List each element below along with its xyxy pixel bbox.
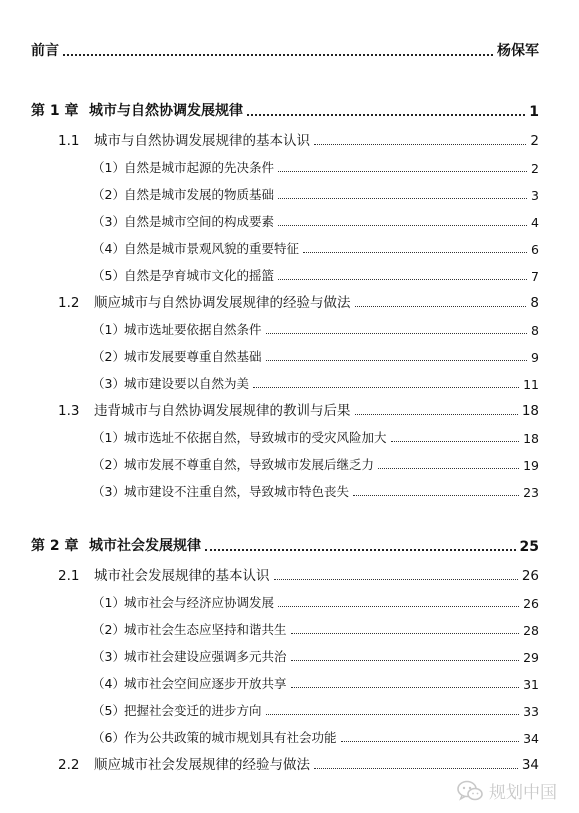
toc-item[interactable]	[0, 316, 579, 338]
item-number: （3）	[92, 376, 125, 391]
wechat-icon	[457, 780, 483, 802]
page-number: 23	[523, 485, 539, 500]
page-number: 9	[531, 350, 539, 365]
dot-leader	[291, 633, 520, 634]
toc-item[interactable]	[0, 478, 579, 500]
dot-leader	[274, 579, 518, 580]
item-number: （5）	[92, 703, 125, 718]
dot-leader	[278, 171, 527, 172]
toc-item[interactable]	[0, 616, 579, 638]
item-number: （1）	[92, 322, 125, 337]
dot-leader	[247, 114, 525, 116]
toc-item[interactable]	[0, 724, 579, 746]
dot-leader	[314, 144, 526, 145]
page-number: 18	[521, 403, 539, 419]
item-number: （4）	[92, 241, 125, 256]
chapter-number: 第 1 章	[31, 103, 79, 119]
page-number: 3	[531, 188, 539, 203]
toc-item[interactable]	[0, 670, 579, 692]
section-number: 1.2	[58, 295, 80, 311]
toc-item[interactable]	[0, 343, 579, 365]
page-number: 18	[523, 431, 539, 446]
toc-preface-title: 前言	[31, 43, 59, 59]
item-title: 城市社会空间应逐步开放共享	[124, 676, 287, 691]
dot-leader	[278, 198, 527, 199]
item-number: （3）	[92, 214, 125, 229]
page-number: 2	[530, 133, 539, 149]
watermark-text: 规划中国	[489, 783, 557, 803]
toc-item[interactable]	[0, 643, 579, 665]
toc-section-1-1[interactable]	[0, 127, 579, 149]
chapter-number: 第 2 章	[31, 538, 79, 554]
item-number: （3）	[92, 649, 125, 664]
toc-item[interactable]	[0, 235, 579, 257]
dot-leader	[341, 741, 520, 742]
page-number: 7	[531, 269, 539, 284]
page-number: 29	[523, 650, 539, 665]
item-title: 城市发展不尊重自然，导致城市发展后继乏力	[124, 457, 375, 472]
page-number: 25	[519, 539, 539, 555]
toc-item[interactable]	[0, 424, 579, 446]
item-title: 城市选址不依据自然，导致城市的受灾风险加大	[124, 430, 387, 445]
item-title: 自然是城市景观风貌的重要特征	[124, 241, 300, 256]
dot-leader	[314, 768, 518, 769]
page-number: 4	[531, 215, 539, 230]
item-title: 自然是城市起源的先决条件	[124, 160, 275, 175]
item-title: 城市选址要依据自然条件	[124, 322, 262, 337]
toc-item[interactable]	[0, 451, 579, 473]
item-title: 自然是城市发展的物质基础	[124, 187, 275, 202]
toc-item[interactable]	[0, 181, 579, 203]
item-title: 作为公共政策的城市规划具有社会功能	[124, 730, 337, 745]
page-number: 34	[521, 757, 539, 773]
toc-item[interactable]	[0, 262, 579, 284]
item-number: （1）	[92, 430, 125, 445]
section-number: 1.3	[58, 403, 80, 419]
dot-leader	[205, 549, 516, 551]
dot-leader	[278, 225, 527, 226]
toc-section-1-3[interactable]	[0, 397, 579, 419]
item-number: （5）	[92, 268, 125, 283]
item-title: 城市社会建设应强调多元共治	[124, 649, 287, 664]
dot-leader	[278, 279, 527, 280]
item-title: 城市建设不注重自然，导致城市特色丧失	[124, 484, 350, 499]
page-number: 19	[523, 458, 539, 473]
page-number: 11	[523, 377, 539, 392]
toc-section-2-2[interactable]	[0, 751, 579, 773]
item-number: （1）	[92, 595, 125, 610]
page-number: 34	[523, 731, 539, 746]
toc-item[interactable]	[0, 208, 579, 230]
dot-leader	[291, 687, 520, 688]
item-title: 城市社会生态应坚持和谐共生	[124, 622, 287, 637]
page-number: 6	[531, 242, 539, 257]
toc-preface-author: 杨保军	[497, 43, 539, 59]
toc-chapter-2[interactable]	[0, 533, 579, 555]
watermark	[457, 778, 557, 803]
item-number: （2）	[92, 457, 125, 472]
section-number: 2.2	[58, 757, 80, 773]
section-title: 顺应城市与自然协调发展规律的经验与做法	[94, 295, 351, 311]
item-number: （2）	[92, 622, 125, 637]
toc-item[interactable]	[0, 370, 579, 392]
dot-leader	[253, 387, 519, 388]
dot-leader	[378, 468, 519, 469]
item-title: 把握社会变迁的进步方向	[124, 703, 262, 718]
toc-chapter-1[interactable]	[0, 98, 579, 120]
item-title: 城市建设要以自然为美	[124, 376, 250, 391]
toc-item[interactable]	[0, 589, 579, 611]
section-number: 2.1	[58, 568, 80, 584]
page-number: 1	[529, 104, 539, 120]
dot-leader	[355, 414, 518, 415]
item-number: （6）	[92, 730, 125, 745]
toc-item[interactable]	[0, 697, 579, 719]
item-number: （2）	[92, 187, 125, 202]
dot-leader	[391, 441, 520, 442]
section-title: 城市社会发展规律的基本认识	[94, 568, 270, 584]
toc-section-1-2[interactable]	[0, 289, 579, 311]
section-title: 顺应城市社会发展规律的经验与做法	[94, 757, 310, 773]
dot-leader	[353, 495, 519, 496]
section-number: 1.1	[58, 133, 80, 149]
page-number: 28	[523, 623, 539, 638]
toc-preface[interactable]	[0, 38, 579, 60]
page-number: 8	[531, 323, 539, 338]
item-title: 自然是孕育城市文化的摇篮	[124, 268, 275, 283]
dot-leader	[63, 54, 493, 56]
page-number: 26	[523, 596, 539, 611]
section-title: 城市与自然协调发展规律的基本认识	[94, 133, 310, 149]
item-number: （3）	[92, 484, 125, 499]
dot-leader	[355, 306, 527, 307]
item-title: 自然是城市空间的构成要素	[124, 214, 275, 229]
page-number: 2	[531, 161, 539, 176]
item-number: （1）	[92, 160, 125, 175]
item-number: （2）	[92, 349, 125, 364]
dot-leader	[266, 714, 520, 715]
page-number: 8	[530, 295, 539, 311]
item-number: （4）	[92, 676, 125, 691]
item-title: 城市发展要尊重自然基础	[124, 349, 262, 364]
dot-leader	[291, 660, 520, 661]
section-title: 违背城市与自然协调发展规律的教训与后果	[94, 403, 351, 419]
dot-leader	[303, 252, 527, 253]
chapter-title: 城市与自然协调发展规律	[89, 103, 243, 119]
dot-leader	[266, 360, 528, 361]
item-title: 城市社会与经济应协调发展	[124, 595, 275, 610]
dot-leader	[278, 606, 519, 607]
page-number: 31	[523, 677, 539, 692]
page-number: 26	[521, 568, 539, 584]
page-number: 33	[523, 704, 539, 719]
dot-leader	[266, 333, 528, 334]
toc-item[interactable]	[0, 154, 579, 176]
toc-section-2-1[interactable]	[0, 562, 579, 584]
chapter-title: 城市社会发展规律	[89, 538, 201, 554]
